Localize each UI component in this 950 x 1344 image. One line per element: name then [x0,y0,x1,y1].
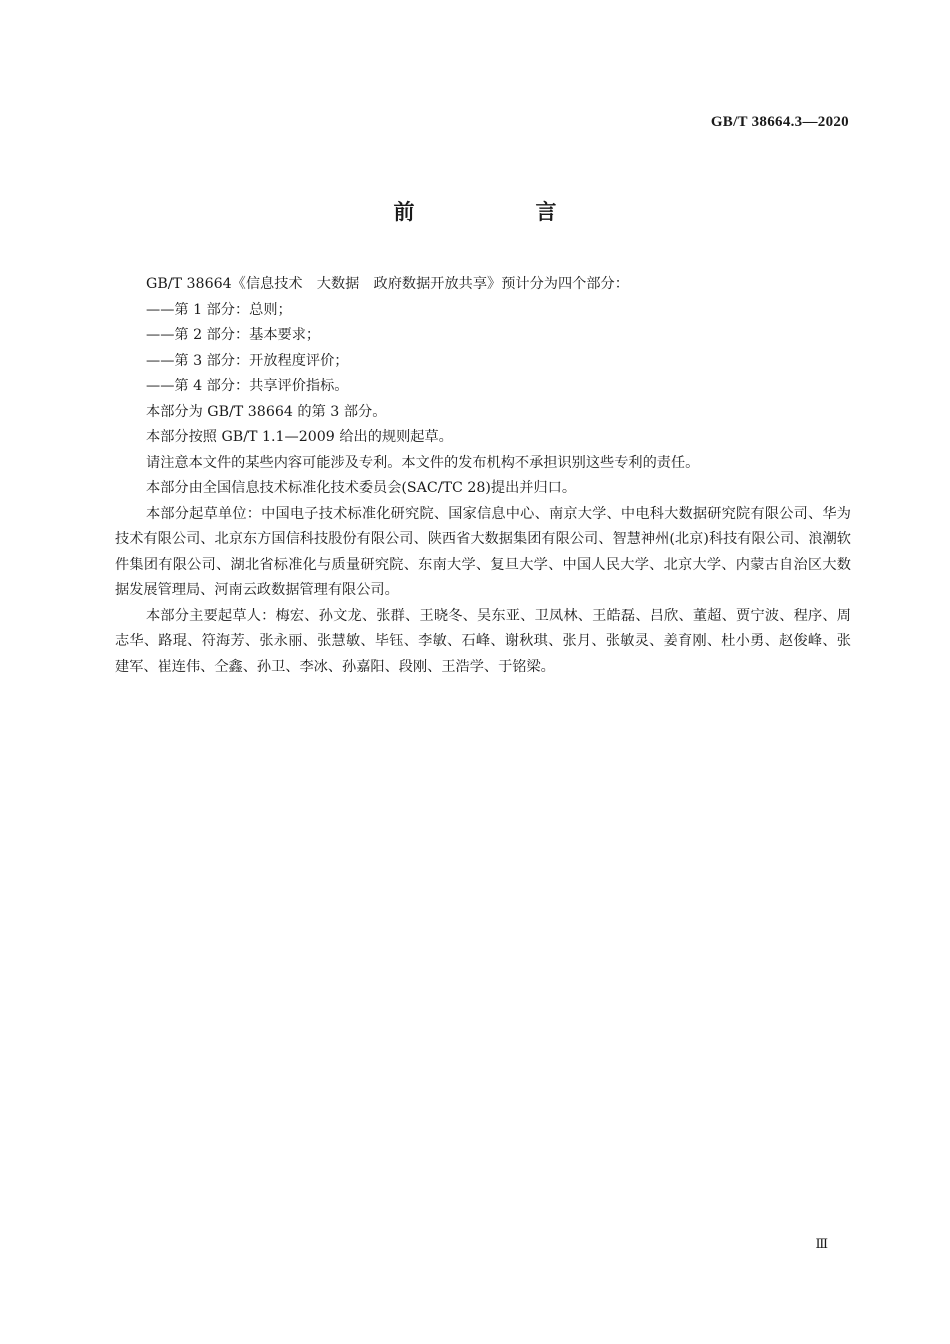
page-title: 前 言 [393,200,607,224]
paragraph-patent-notice: 请注意本文件的某些内容可能涉及专利。本文件的发布机构不承担识别这些专利的责任。 [146,454,700,471]
paragraph-drafters: 本部分主要起草人：梅宏、孙文龙、张群、王晓冬、吴东亚、卫凤林、王皓磊、吕欣、董超、贾宁波、程序、周志华、路琨、符海芳、张永丽、张慧敏、毕钰、李敏、石峰、谢秋琪、张月、张敏灵、姜育刚、杜小勇、赵俊峰、张建军、崔连伟、仝鑫、孙卫、李冰、孙嘉阳、段刚、王浩学、于铭梁。 [115,607,851,675]
foreword-body [115,272,851,680]
paragraph-drafting-rules: 本部分按照 GB/T 1.1—2009 给出的规则起草。 [146,429,453,445]
standard-code: GB/T 38664.3—2020 [710,114,849,130]
page-number: Ⅲ [815,1236,828,1251]
list-item-part-4: ——第 4 部分：共享评价指标。 [146,378,349,394]
paragraph-drafting-units: 本部分起草单位：中国电子技术标准化研究院、国家信息中心、南京大学、中电科大数据研究院有限公司、华为技术有限公司、北京东方国信科技股份有限公司、陕西省大数据集团有限公司、智慧神州(北京)科技有限公司、浪潮软件集团有限公司、湖北省标准化与质量研究院、东南大学、复旦大学、中国人民大学、北京大学、内蒙古自治区大数据发展管理局、河南云政数据管理有限公司。 [115,505,851,598]
paragraph-part-statement: 本部分为 GB/T 38664 的第 3 部分。 [146,403,387,420]
paragraph-intro: GB/T 38664《信息技术 大数据 政府数据开放共享》预计分为四个部分： [146,276,629,292]
list-item-part-3: ——第 3 部分：开放程度评价； [146,352,349,369]
paragraph-proposer: 本部分由全国信息技术标准化技术委员会(SAC/TC 28)提出并归口。 [146,480,577,496]
list-item-part-2: ——第 2 部分：基本要求； [146,327,321,343]
list-item-part-1: ——第 1 部分：总则； [146,301,292,318]
